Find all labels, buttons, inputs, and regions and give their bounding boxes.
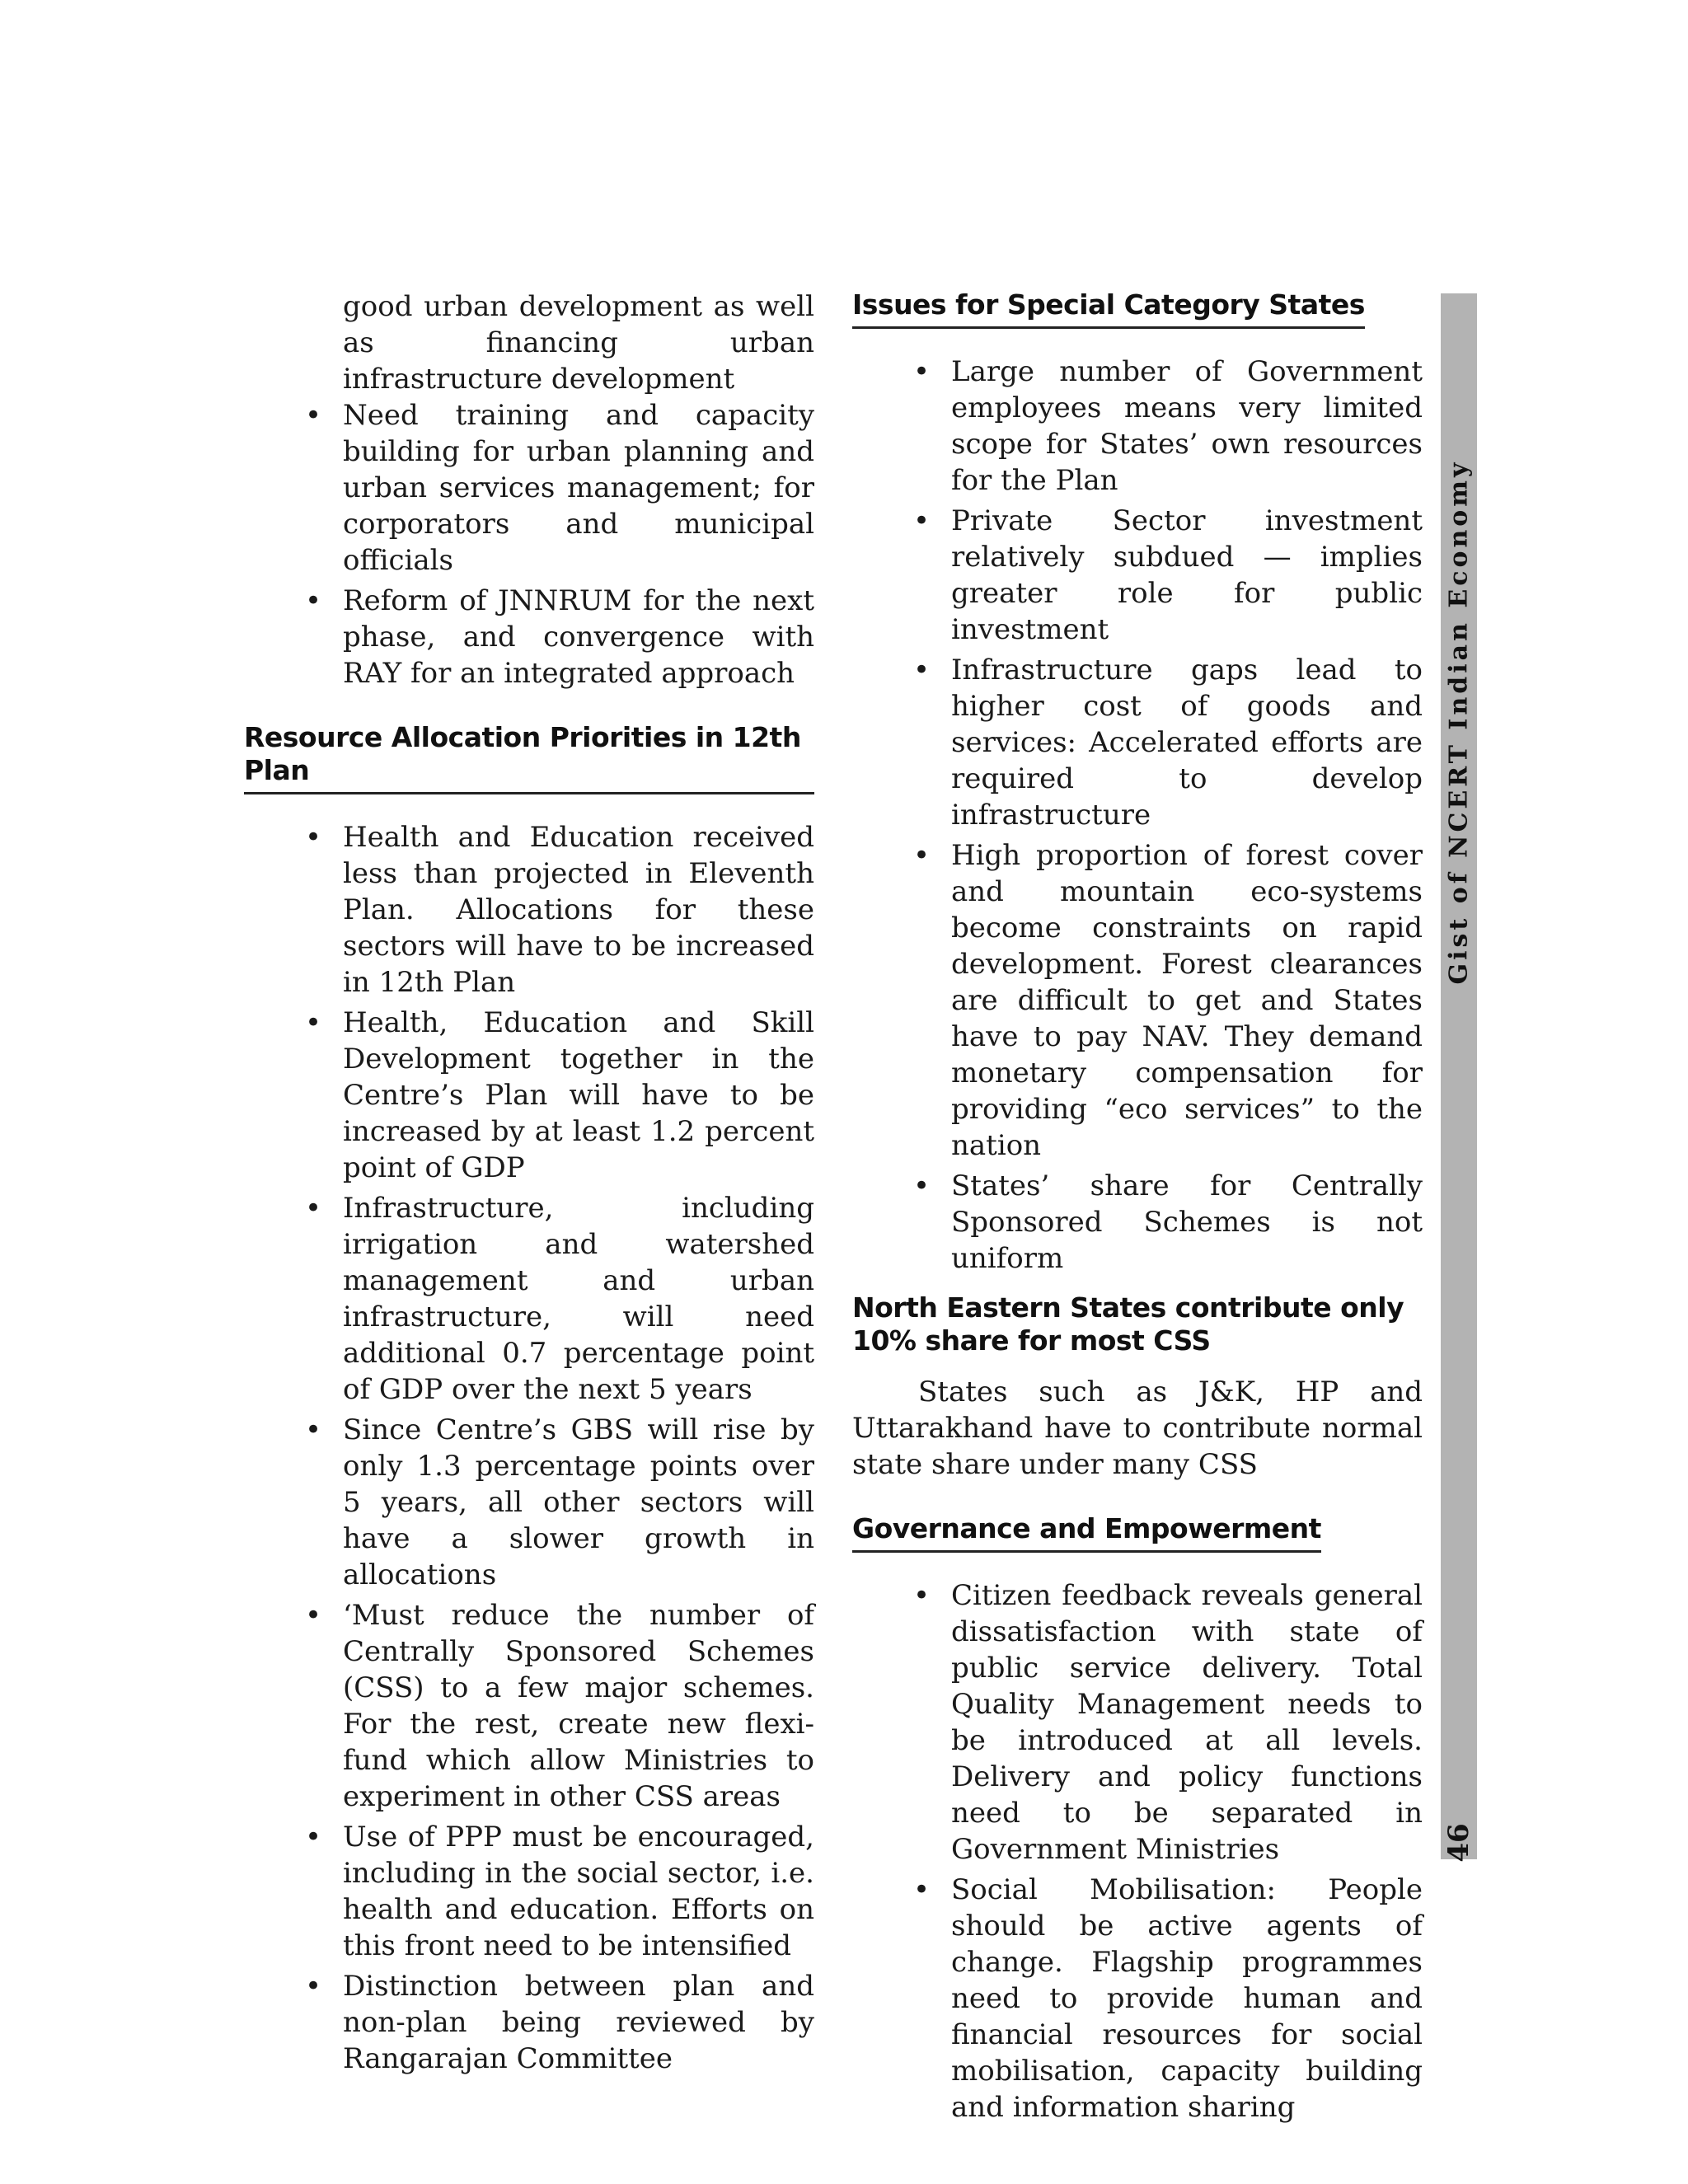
section-heading-wrap <box>852 1512 1423 1553</box>
urban-bullets <box>244 397 814 691</box>
special-category-bullets <box>852 354 1423 1277</box>
left-column <box>244 288 814 2081</box>
subheading-north-eastern: North Eastern States contribute only 10% share for most CSS <box>852 1291 1404 1357</box>
list-item: • High proportion of forest cover and mountain eco-systems become constraints on rapid development. Forest clearances are difficult to get and States have to pay NAV. They demand monetary compensation for providing “eco services” to the nation <box>951 837 1423 1164</box>
page-number: 46 <box>1442 1823 1475 1863</box>
list-item: • Health and Education received less than projected in Eleventh Plan. Allocations for these sectors will have to be increased in 12th Plan <box>343 819 814 1001</box>
side-strip <box>1441 293 1477 1863</box>
list-item: • Citizen feedback reveals general dissatisfaction with state of public service delivery. Total Quality Management needs to be introduced at all levels. Delivery and policy functions need to be separated in Government Ministries <box>951 1577 1423 1868</box>
list-item: • Reform of JNNRUM for the next phase, and convergence with RAY for an integrated approach <box>343 583 814 691</box>
section-heading-wrap <box>852 288 1423 329</box>
list-item: • Infrastructure, including irrigation and watershed management and urban infrastructure, will need additional 0.7 percentage point of GDP over the next 5 years <box>343 1190 814 1408</box>
book-title: Gist of NCERT Indian Economy <box>1444 459 1474 985</box>
right-column <box>852 288 1423 2130</box>
continued-text: good urban development as well as financing urban infrastructure development <box>343 290 814 396</box>
list-item: • Large number of Government employees means very limited scope for States’ own resources for the Plan <box>951 354 1423 499</box>
section-heading-wrap <box>244 721 814 794</box>
north-eastern-paragraph: States such as J&K, HP and Uttarakhand have to contribute normal state share under many CSS <box>852 1376 1423 1481</box>
section-heading-resource-allocation: Resource Allocation Priorities in 12th Plan <box>244 721 814 794</box>
list-item: • Need training and capacity building for urban planning and urban services management; for corporators and municipal officials <box>343 397 814 579</box>
list-item: • Private Sector investment relatively subdued — implies greater role for public investment <box>951 503 1423 648</box>
list-item: • Social Mobilisation: People should be active agents of change. Flagship programmes need to provide human and financial resources for social mobilisation, capacity building and information sharing <box>951 1872 1423 2125</box>
list-item: • Infrastructure gaps lead to higher cost of goods and services: Accelerated efforts are required to develop infrastructure <box>951 652 1423 833</box>
list-item: • Since Centre’s GBS will rise by only 1.3 percentage points over 5 years, all other sectors will have a slower growth in allocations <box>343 1412 814 1593</box>
list-item: • States’ share for Centrally Sponsored Schemes is not uniform <box>951 1168 1423 1277</box>
subheading-wrap <box>852 1291 1423 1357</box>
list-item: • Use of PPP must be encouraged, including in the social sector, i.e. health and education. Efforts on this front need to be intensified <box>343 1819 814 1964</box>
resource-allocation-bullets <box>244 819 814 2077</box>
section-heading-governance: Governance and Empowerment <box>852 1512 1321 1553</box>
section-heading-special-category: Issues for Special Category States <box>852 288 1365 329</box>
list-item: • ‘Must reduce the number of Centrally Sponsored Schemes (CSS) to a few major schemes. For the rest, create new flexi-fund which allow Ministries to experiment in other CSS areas <box>343 1597 814 1815</box>
list-item: • Health, Education and Skill Development together in the Centre’s Plan will have to be increased by at least 1.2 percent point of GDP <box>343 1005 814 1186</box>
list-item: • Distinction between plan and non-plan being reviewed by Rangarajan Committee <box>343 1968 814 2077</box>
governance-bullets <box>852 1577 1423 2125</box>
